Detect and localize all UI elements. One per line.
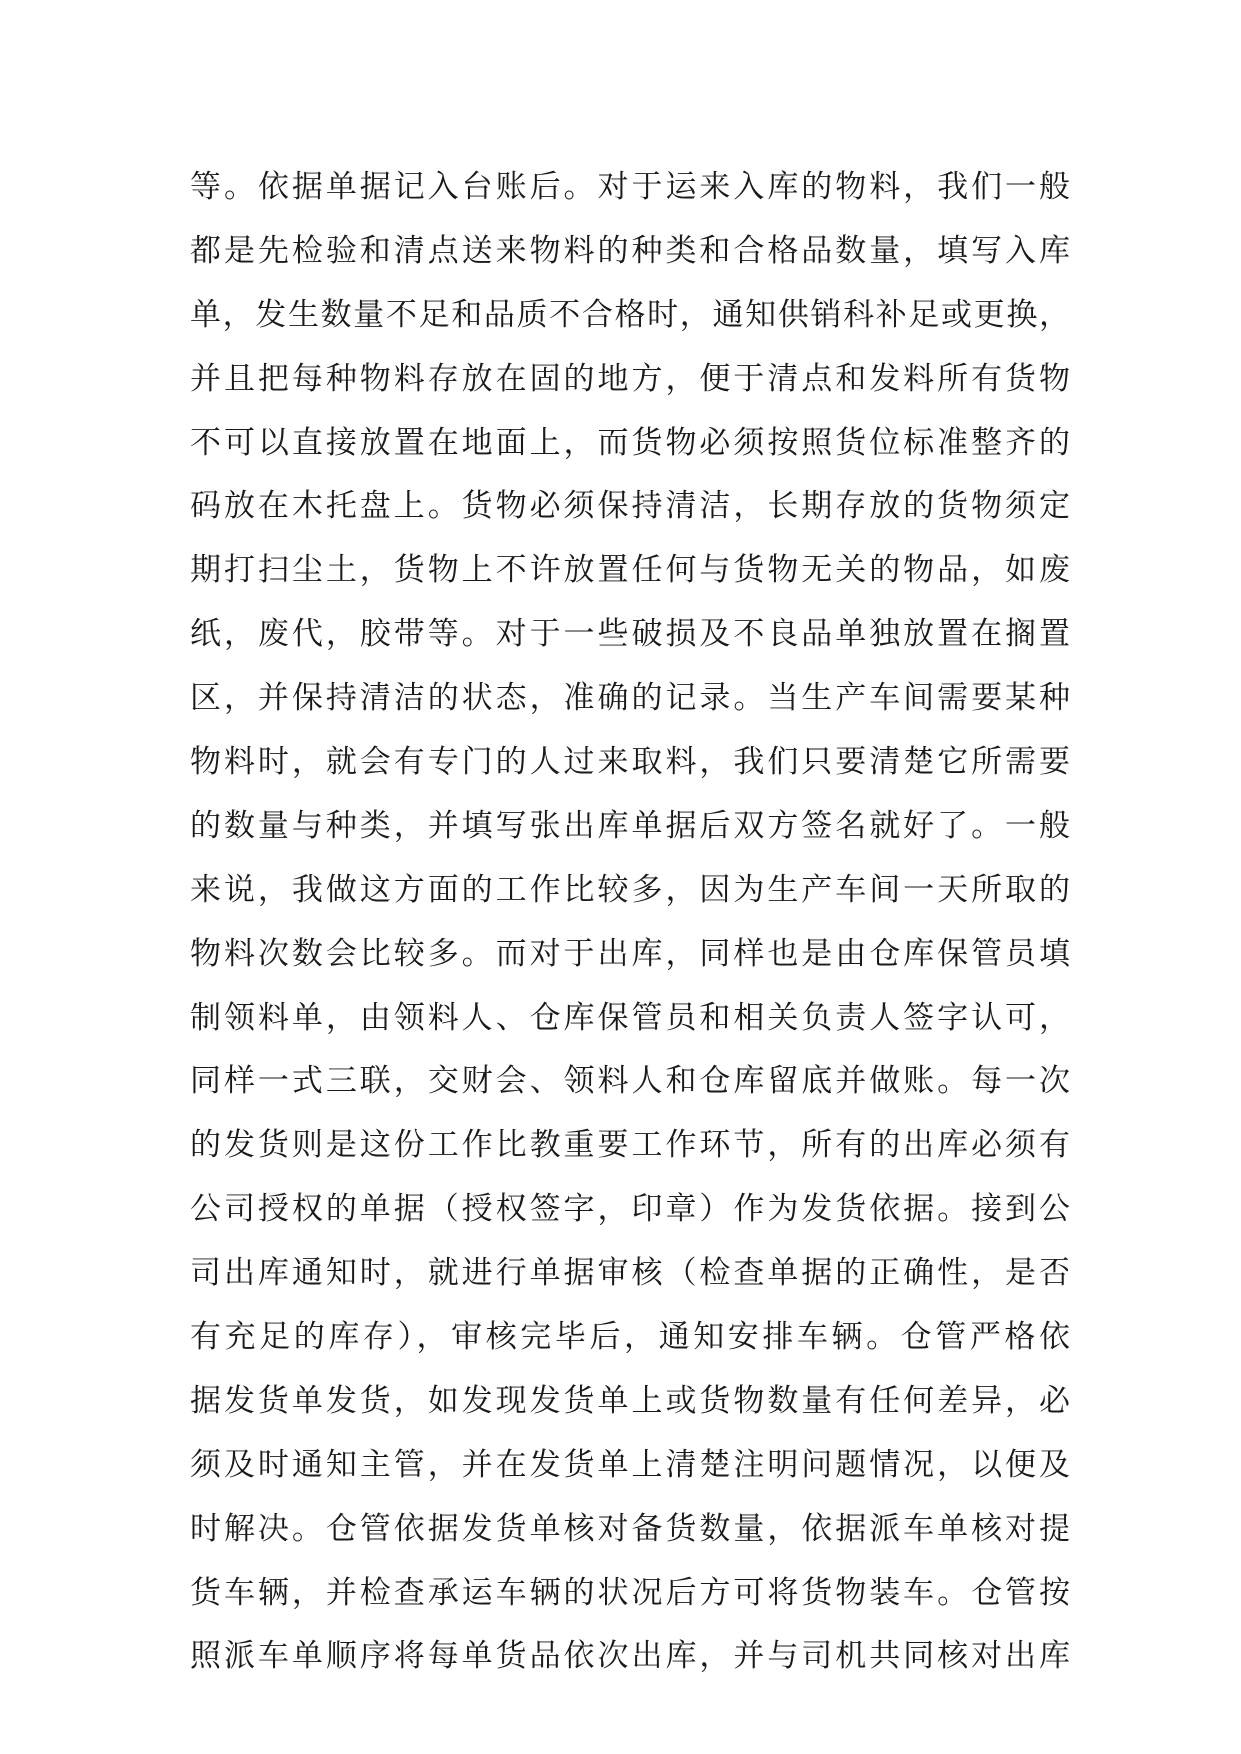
body-paragraph bbox=[190, 156, 1070, 1689]
text-line: 不可以直接放置在地面上，而货物必须按照货位标准整齐的 bbox=[190, 424, 1070, 461]
text-line: 区，并保持清洁的状态，准确的记录。当生产车间需要某种 bbox=[190, 680, 1070, 717]
text-line: 单，发生数量不足和品质不合格时，通知供销科补足或更换， bbox=[190, 296, 1070, 333]
text-line: 码放在木托盘上。货物必须保持清洁，长期存放的货物须定 bbox=[190, 488, 1070, 525]
text-line: 时解决。仓管依据发货单核对备货数量，依据派车单核对提 bbox=[190, 1510, 1070, 1547]
text-line: 须及时通知主管，并在发货单上清楚注明问题情况，以便及 bbox=[190, 1446, 1070, 1483]
text-line: 有充足的库存），审核完毕后，通知安排车辆。仓管严格依 bbox=[190, 1319, 1070, 1356]
text-line: 物料次数会比较多。而对于出库，同样也是由仓库保管员填 bbox=[190, 935, 1070, 972]
text-line: 来说，我做这方面的工作比较多，因为生产车间一天所取的 bbox=[190, 871, 1070, 908]
text-line: 司出库通知时，就进行单据审核（检查单据的正确性，是否 bbox=[190, 1255, 1070, 1292]
text-line: 等。依据单据记入台账后。对于运来入库的物料，我们一般 bbox=[190, 169, 1070, 205]
text-line: 期打扫尘土，货物上不许放置任何与货物无关的物品，如废 bbox=[190, 552, 1070, 589]
text-line: 物料时，就会有专门的人过来取料，我们只要清楚它所需要 bbox=[190, 744, 1070, 781]
text-line: 纸，废代，胶带等。对于一些破损及不良品单独放置在搁置 bbox=[190, 616, 1070, 653]
text-line: 的发货则是这份工作比教重要工作环节，所有的出库必须有 bbox=[190, 1127, 1070, 1164]
text-line: 据发货单发货，如发现发货单上或货物数量有任何差异，必 bbox=[190, 1382, 1070, 1419]
text-line: 照派车单顺序将每单货品依次出库，并与司机共同核对出库 bbox=[190, 1638, 1070, 1675]
text-line: 都是先检验和清点送来物料的种类和合格品数量，填写入库 bbox=[190, 232, 1070, 269]
text-line: 并且把每种物料存放在固的地方，便于清点和发料所有货物 bbox=[190, 360, 1070, 397]
text-line: 货车辆，并检查承运车辆的状况后方可将货物装车。仓管按 bbox=[190, 1574, 1070, 1611]
text-line: 公司授权的单据（授权签字，印章）作为发货依据。接到公 bbox=[190, 1191, 1070, 1228]
text-line: 的数量与种类，并填写张出库单据后双方签名就好了。一般 bbox=[190, 807, 1070, 844]
text-line: 制领料单，由领料人、仓库保管员和相关负责人签字认可， bbox=[190, 999, 1070, 1036]
text-line: 同样一式三联，交财会、领料人和仓库留底并做账。每一次 bbox=[190, 1063, 1070, 1100]
